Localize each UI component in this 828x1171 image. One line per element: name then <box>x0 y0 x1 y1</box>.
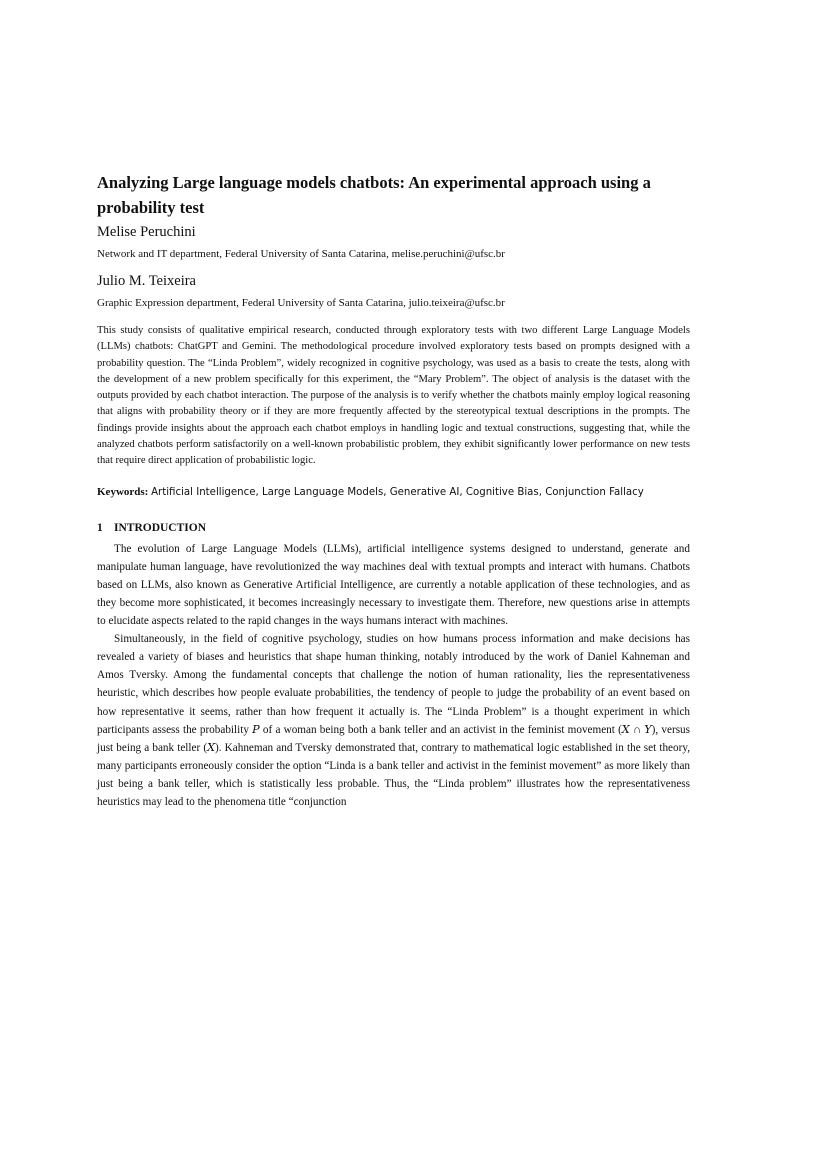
author-name: Julio M. Teixeira <box>97 273 196 289</box>
section-heading <box>97 520 690 536</box>
section-title: INTRODUCTION <box>114 521 207 534</box>
author-affiliation: Network and IT department, Federal University of Santa Catarina, melise.peruchini@ufsc.br <box>97 248 505 260</box>
body-paragraph: Simultaneously, in the field of cognitive psychology, studies on how humans process information and make decisions has revealed a variety of biases and heuristics that shape human thinking, notably introduced by the work of Daniel Kahneman and Amos Tversky. Among the fundamental concepts that challenge the notion of human rationality, lies the representativeness heuristic, which describes how people evaluate probabilities, the tendency of people to judge the probability of an event based on how representative it seems, rather than how frequent it actually is. The “Linda Problem” is a thought experiment in which participants assess the probability 𝑃 of a woman being both a bank teller and an activist in the feminist movement (𝑋 ∩ 𝑌), versus just being a bank teller (𝑋). Kahneman and Tversky demonstrated that, contrary to mathematical logic established in the set theory, many participants erroneously consider the option “Linda is a bank teller and activist in the feminist movement” as more likely than just being a bank teller, which is statistically less probable. Thus, the “Linda problem” illustrates how the representativeness heuristics may lead to the phenomena title “conjunction <box>97 633 690 808</box>
keywords-list: Artificial Intelligence, Large Language Models, Generative AI, Cognitive Bias, Conjunction Fallacy <box>151 486 644 498</box>
author-affiliation: Graphic Expression department, Federal University of Santa Catarina, julio.teixeira@ufsc.br <box>97 297 505 309</box>
section-number: 1 <box>97 521 103 534</box>
paper-title: Analyzing Large language models chatbots: An experimental approach using a probability test <box>97 173 651 217</box>
paper-page <box>97 170 690 811</box>
body-paragraph: The evolution of Large Language Models (LLMs), artificial intelligence systems designed to understand, generate and manipulate human language, have revolutionized the way machines deal with textual prompts and interact with humans. Chatbots based on LLMs, also known as Generative Artificial Intelligence, are currently a notable application of these technologies, and as they become more sophisticated, it becomes increasingly necessary to investigate them. Therefore, new questions arise in attempts to elucidate aspects related to the rapid changes in the ways humans interact with machines. <box>97 542 690 628</box>
abstract: This study consists of qualitative empirical research, conducted through exploratory tests with two different Large Language Models (LLMs) chatbots: ChatGPT and Gemini. The methodological procedure involved exploratory tests based on prompts designed with a probability question. The “Linda Problem”, widely recognized in cognitive psychology, was used as a basis to create the tests, along with the development of a new problem specifically for this experiment, the “Mary Problem”. The object of analysis is the dataset with the outputs provided by each chatbot interaction. The purpose of the analysis is to verify whether the chatbots mainly employ logical reasoning that aligns with probability theory or if they are more frequently affected by the stereotypical textual descriptions in the prompts. The findings provide insights about the approach each chatbot employs in handling logic and textual constructions, suggesting that, while the analyzed chatbots perform satisfactorily on a well-known probabilistic problem, they exhibit significantly lower performance on new tests that require direct application of probabilistic logic. <box>97 325 690 467</box>
keywords-label: Keywords: <box>97 485 149 498</box>
author-name: Melise Peruchini <box>97 224 196 240</box>
keywords-line <box>97 484 690 501</box>
